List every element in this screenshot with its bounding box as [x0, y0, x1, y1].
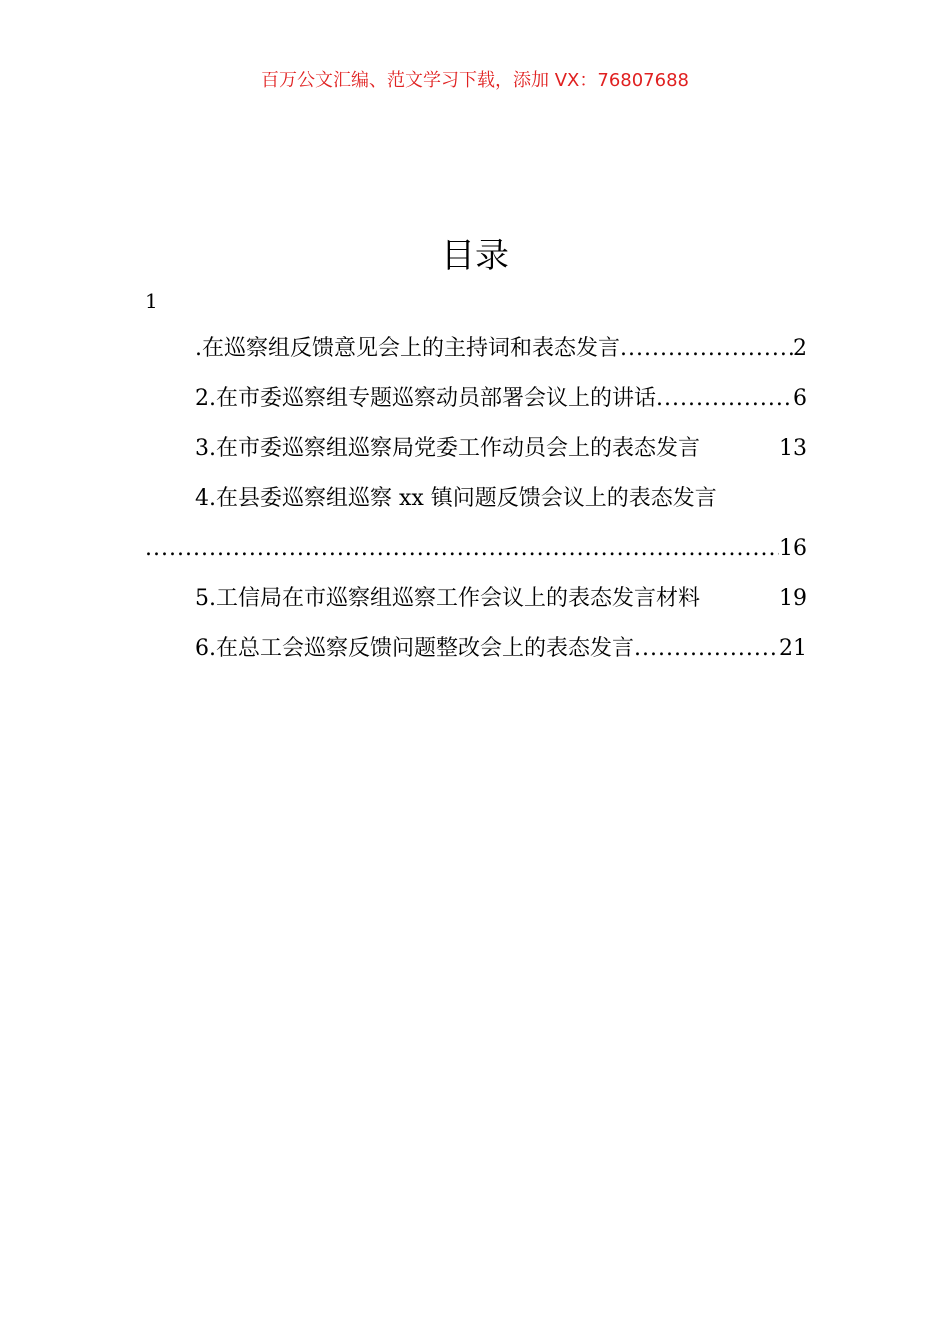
toc-entry-page: 19: [779, 586, 807, 611]
toc-entry-3[interactable]: [145, 424, 807, 474]
toc-leader-dots: [656, 374, 793, 424]
toc-entry-page: 16: [779, 536, 807, 561]
toc-entry-label: .在巡察组反馈意见会上的主持词和表态发言: [195, 336, 620, 361]
toc-entry-4-text[interactable]: [145, 474, 807, 524]
toc-entry-1[interactable]: [145, 324, 807, 374]
toc-entry-6[interactable]: [145, 624, 807, 674]
table-of-contents: [145, 324, 807, 674]
toc-entry-page: 13: [779, 436, 807, 461]
toc-entry-label: 3.在市委巡察组巡察局党委工作动员会上的表态发言: [195, 436, 700, 461]
toc-leader-dots: [620, 324, 793, 374]
stray-number: 1: [145, 289, 158, 313]
toc-entry-page: 2: [793, 336, 807, 361]
toc-leader-dots: [145, 524, 779, 574]
toc-entry-page: 21: [779, 636, 807, 661]
toc-entry-page: 6: [793, 386, 807, 411]
toc-entry-label: 4.在县委巡察组巡察 xx 镇问题反馈会议上的表态发言: [195, 486, 717, 511]
toc-entry-4-leader[interactable]: [145, 524, 807, 574]
watermark-header: 百万公文汇编、范文学习下载，添加 VX：76807688: [261, 70, 689, 91]
toc-leader-dots: [634, 624, 779, 674]
toc-entry-label: 5.工信局在市巡察组巡察工作会议上的表态发言材料: [195, 586, 700, 611]
toc-entry-label: 6.在总工会巡察反馈问题整改会上的表态发言: [195, 636, 634, 661]
toc-entry-label: 2.在市委巡察组专题巡察动员部署会议上的讲话: [195, 386, 656, 411]
page-title: 目录: [441, 236, 509, 276]
toc-entry-2[interactable]: [145, 374, 807, 424]
toc-entry-5[interactable]: [145, 574, 807, 624]
